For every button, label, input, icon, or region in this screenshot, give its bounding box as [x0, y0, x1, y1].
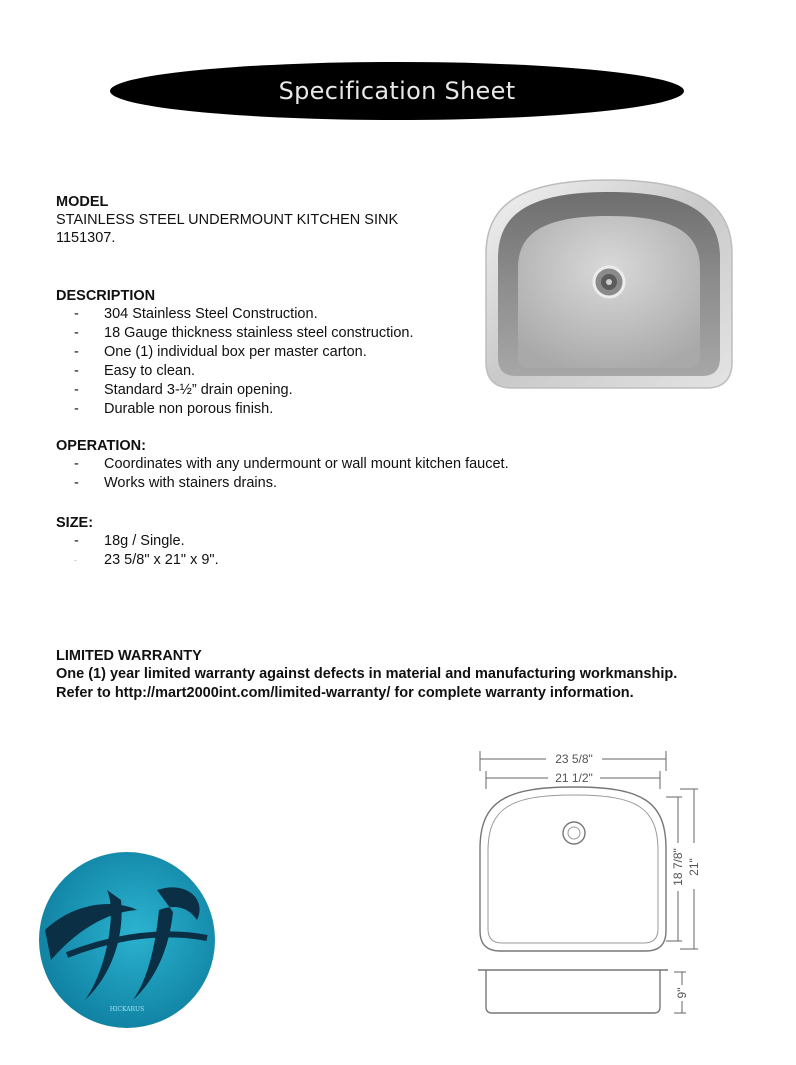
list-item: - Coordinates with any undermount or wall mount kitchen faucet.: [74, 456, 509, 472]
description-heading: DESCRIPTION: [56, 288, 156, 304]
description-section: [56, 287, 414, 419]
list-item: - 304 Stainless Steel Construction.: [74, 306, 318, 322]
size-heading: SIZE:: [56, 515, 94, 531]
list-item: - Durable non porous finish.: [74, 401, 274, 417]
warranty-section: [56, 647, 677, 703]
dash-mark: -: [74, 306, 79, 322]
brand-logo: [37, 850, 217, 1030]
dim-height: 9": [675, 987, 689, 999]
dash-mark: -: [74, 325, 79, 341]
list-item: - Works with stainers drains.: [74, 475, 277, 491]
dash-mark: -: [74, 382, 79, 398]
warranty-heading: LIMITED WARRANTY: [56, 648, 202, 664]
dim-outer-depth: 21": [687, 858, 701, 876]
operation-section: [56, 437, 509, 493]
list-item: - 18 Gauge thickness stainless steel construction.: [74, 325, 414, 341]
dash-mark: -: [74, 401, 79, 417]
list-item: - 18g / Single.: [74, 533, 185, 549]
dash-mark: -: [74, 475, 79, 491]
page-title: Specification Sheet: [278, 77, 516, 105]
list-item: - Standard 3-½” drain opening.: [74, 382, 293, 398]
operation-list: [56, 455, 509, 493]
description-list: [56, 305, 414, 419]
dash-mark: -: [74, 344, 79, 360]
warranty-link-text: Refer to http://mart2000int.com/limited-warranty/ for complete warranty information.: [56, 685, 634, 701]
dim-inner-depth: 18 7/8": [671, 848, 685, 886]
list-item: - Easy to clean.: [74, 363, 196, 379]
sink-photo: [478, 176, 740, 392]
model-number: 1151307.: [56, 230, 116, 246]
warranty-text: One (1) year limited warranty against defects in material and manufacturing workmanship.: [56, 666, 678, 682]
operation-heading: OPERATION:: [56, 438, 146, 454]
title-banner: [110, 62, 684, 120]
dimension-drawing: [470, 745, 710, 1020]
list-item: - One (1) individual box per master carton.: [74, 344, 367, 360]
dim-inner-width: 21 1/2": [555, 771, 593, 785]
logo-wordmark: HICKARUS: [109, 1006, 145, 1013]
size-section: [56, 514, 219, 570]
size-list: [56, 532, 219, 570]
model-section: [56, 193, 398, 247]
dash-mark: -: [74, 456, 79, 472]
model-name: STAINLESS STEEL UNDERMOUNT KITCHEN SINK: [56, 212, 399, 228]
list-item: - 23 5/8" x 21" x 9".: [74, 552, 219, 568]
dim-outer-width: 23 5/8": [555, 752, 593, 766]
model-heading: MODEL: [56, 194, 109, 210]
dash-mark: -: [74, 555, 77, 565]
dash-mark: -: [74, 533, 79, 549]
dash-mark: -: [74, 363, 79, 379]
